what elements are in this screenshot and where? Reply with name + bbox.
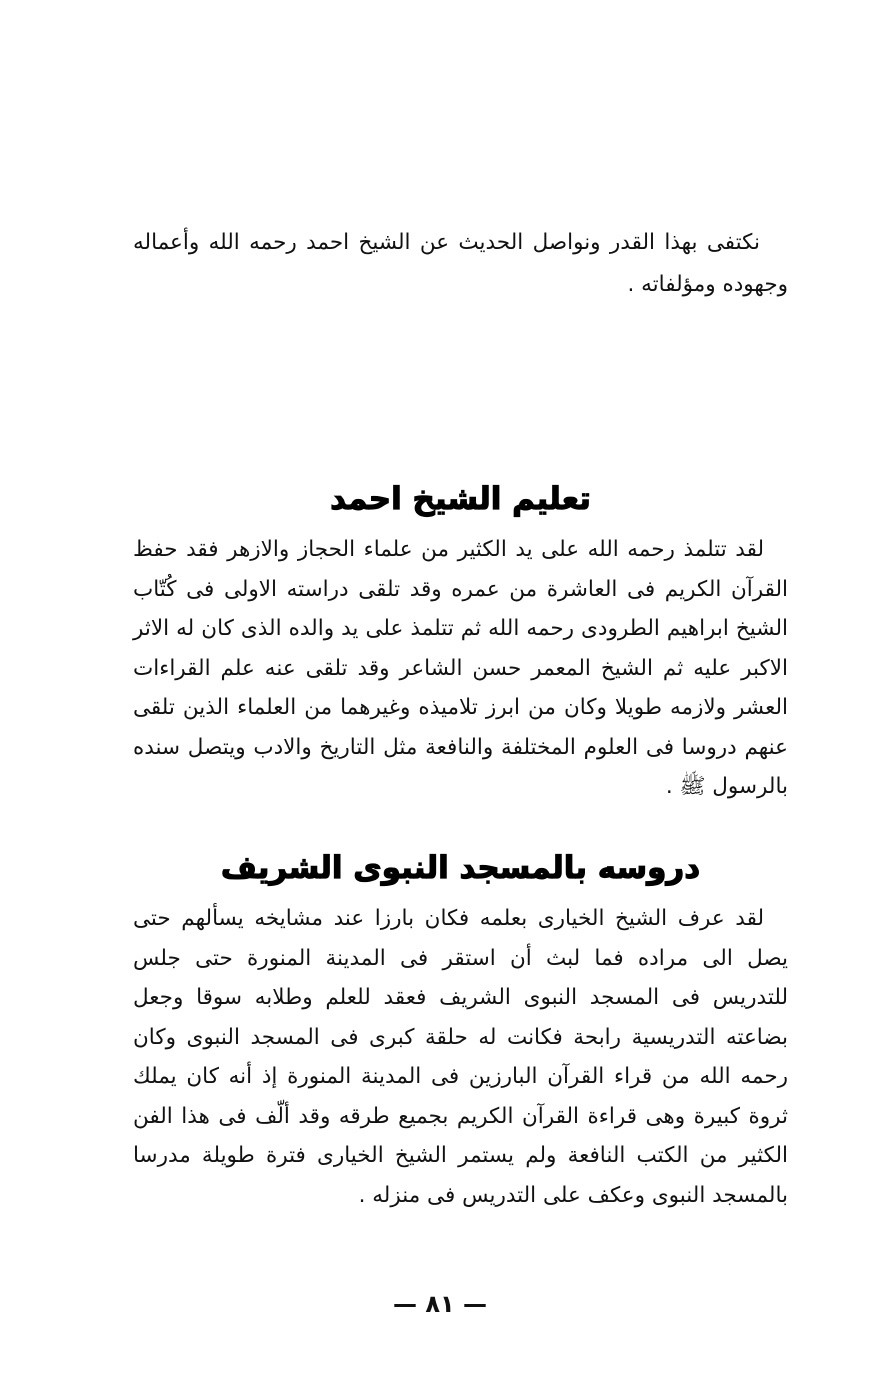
intro-text: نكتفى بهذا القدر ونواصل الحديث عن الشيخ احمد رحمه الله وأعماله وجهوده ومؤلفاته . [133, 230, 788, 297]
section-education-text: لقد تتلمذ رحمه الله على يد الكثير من علماء الحجاز والازهر فقد حفظ القرآن الكريم فى العاشرة من عمره وقد تلقى دراسته الاولى فى كُتّاب الشيخ ابراهيم الطرودى رحمه الله ثم تتلمذ على يد والده الذى كان له الاثر الاكبر عليه ثم الشيخ المعمر حسن الشاعر وقد تلقى عنه علم القراءات العشر ولازمه طويلا وكان من ابرز تلاميذه وغيرهما من العلماء الذين تلقى عنهم دروسا فى العلوم المختلفة والنافعة مثل التاريخ والادب ويتصل سنده بالرسول ﷺ . [133, 537, 788, 799]
intro-paragraph [133, 222, 788, 306]
section-lessons-text: لقد عرف الشيخ الخيارى بعلمه فكان بارزا عند مشايخه يسألهم حتى يصل الى مراده فما لبث أن استقر فى المدينة المنورة حتى جلس للتدريس فى المسجد النبوى الشريف فعقد للعلم وطلابه سوقا وجعل بضاعته التدريسية رابحة فكانت له حلقة كبرى فى المسجد النبوى وكان رحمه الله من قراء القرآن البارزين فى المدينة المنورة إذ أنه كان يملك ثروة كبيرة وهى قراءة القرآن الكريم بجميع طرقه وقد ألّف فى هذا الفن الكثير من الكتب النافعة ولم يستمر الشيخ الخيارى فترة طويلة مدرسا بالمسجد النبوى وعكف على التدريس فى منزله . [133, 906, 788, 1208]
section-body-education [133, 530, 788, 807]
section-heading-education: تعليم الشيخ احمد [330, 481, 591, 517]
section-heading-lessons: دروسه بالمسجد النبوى الشريف [220, 850, 701, 886]
page-number: — ٨١ — [392, 1290, 487, 1318]
section-body-lessons [133, 899, 788, 1215]
